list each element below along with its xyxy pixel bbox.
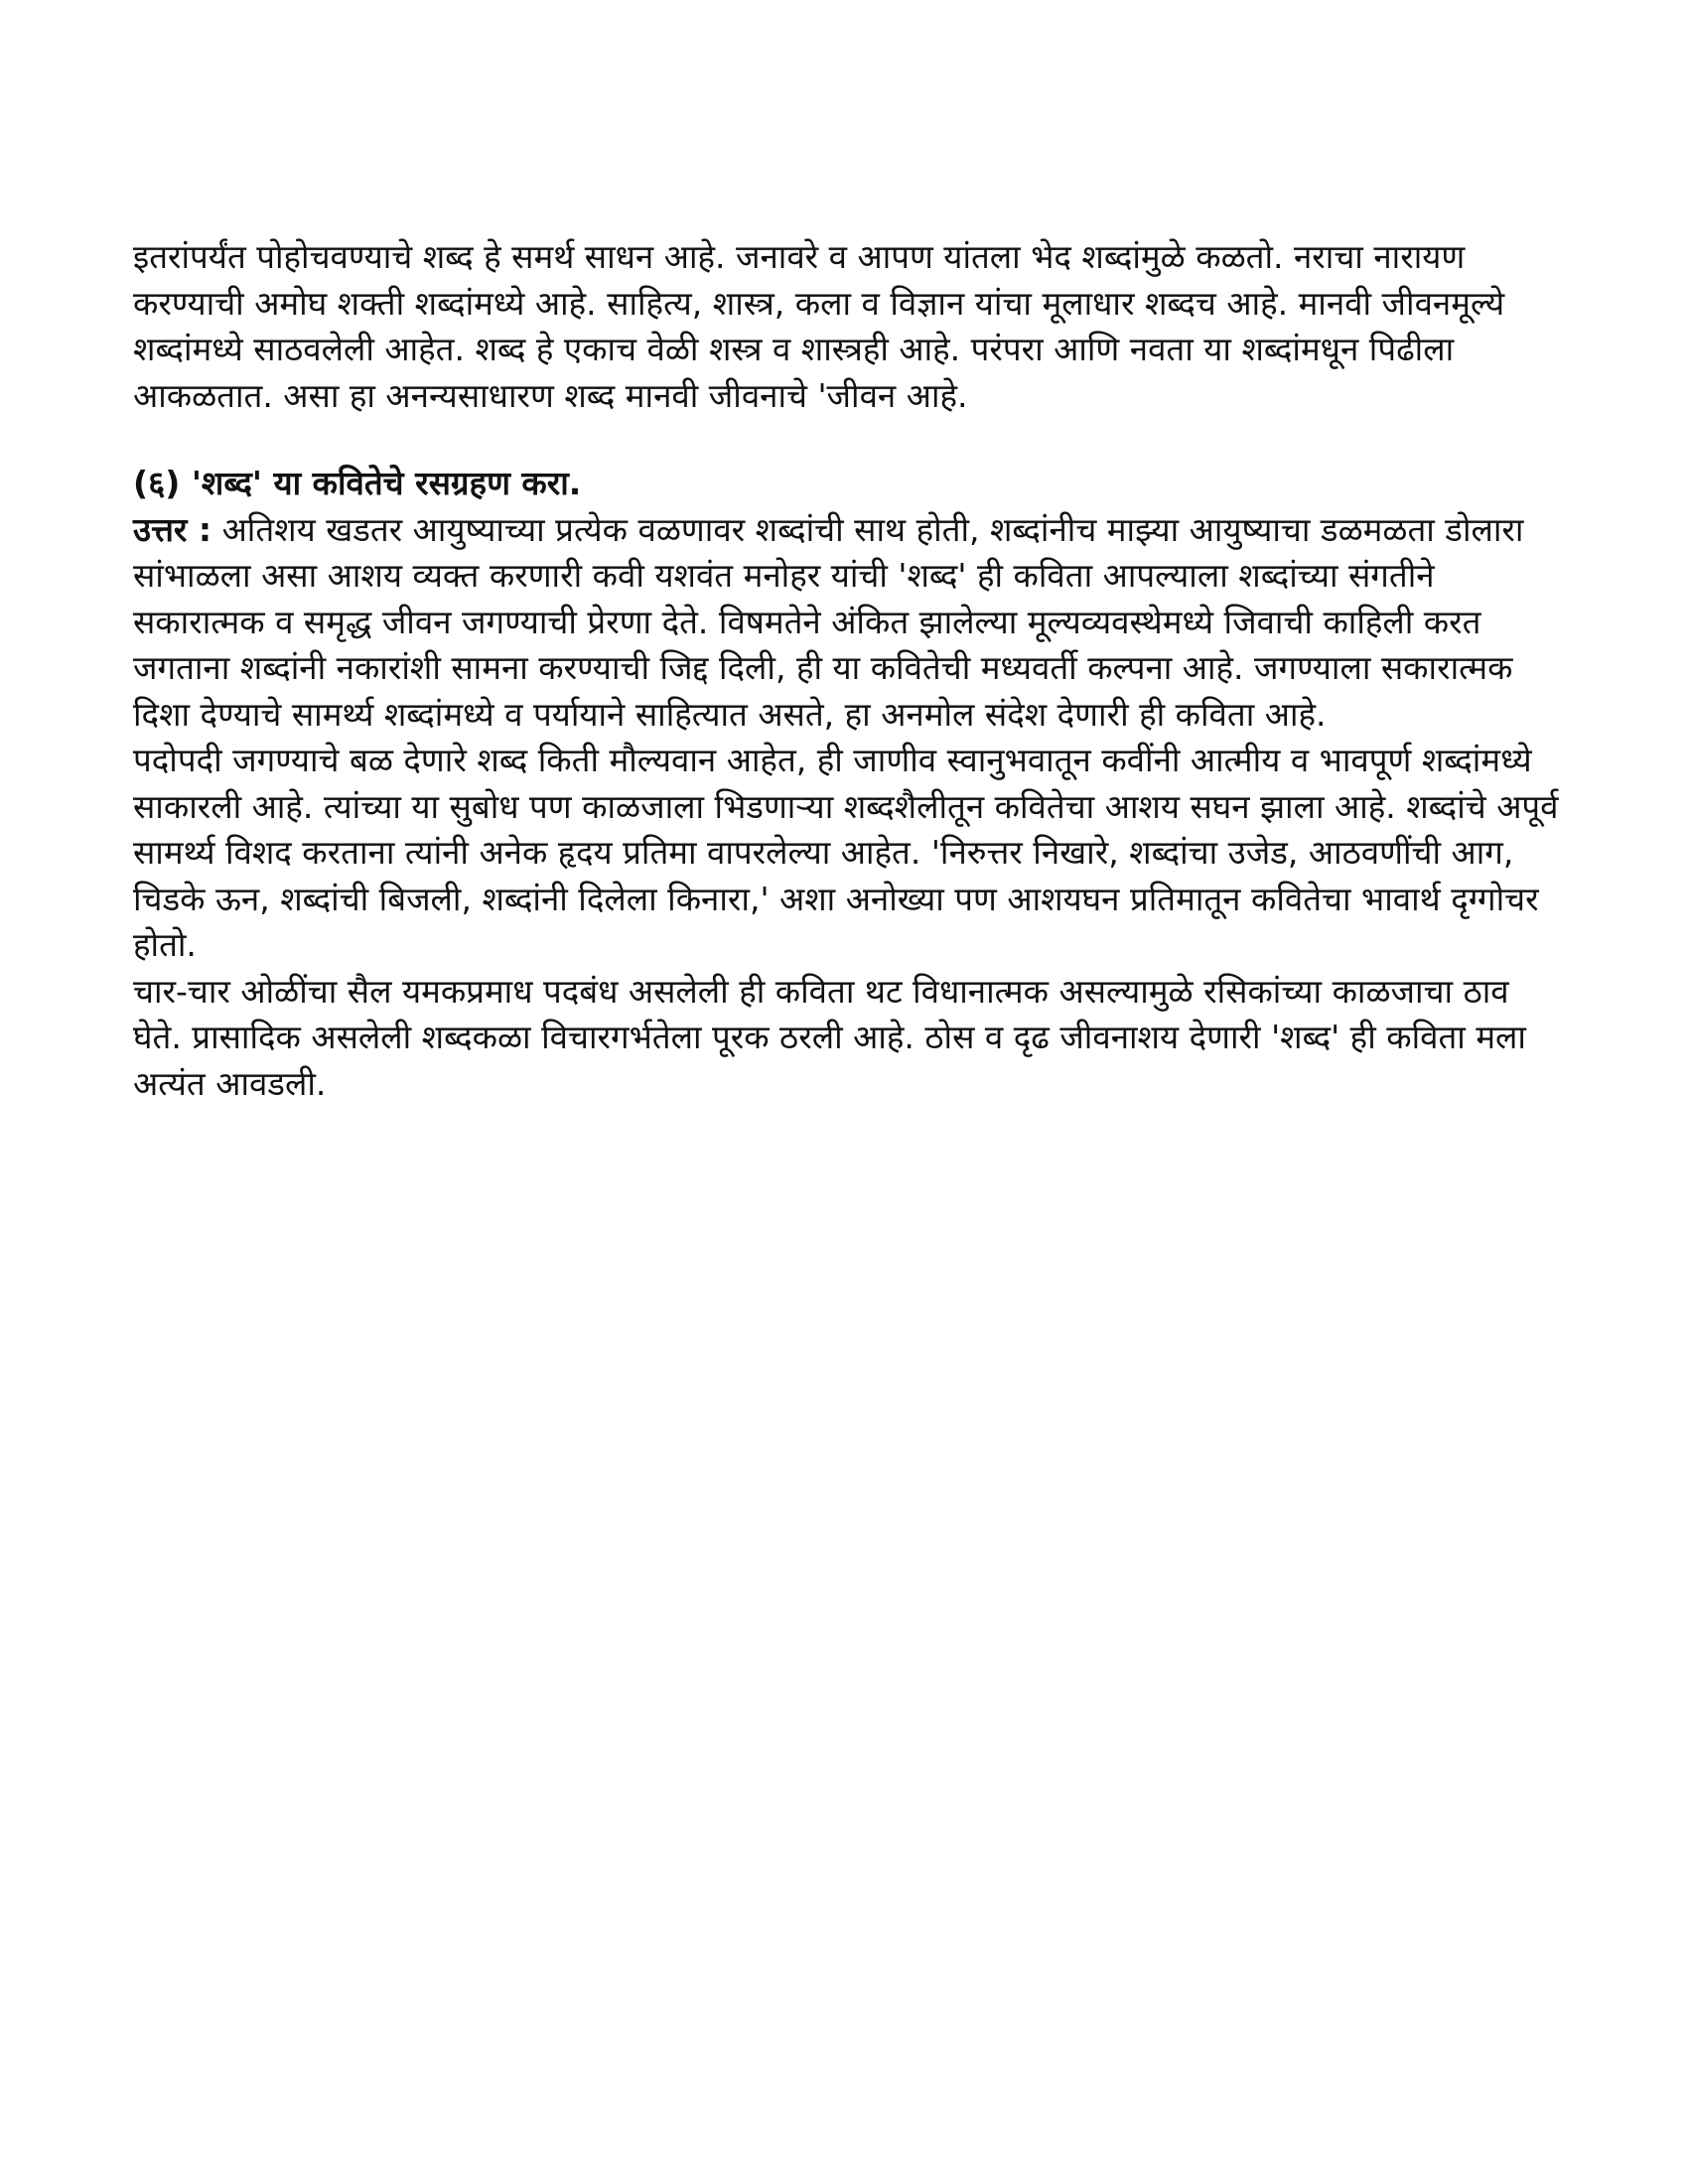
question-heading: (६) 'शब्द' या कवितेचे रसग्रहण करा. — [133, 464, 582, 502]
answer-paragraph-1 — [133, 507, 1563, 739]
answer-paragraph-1-text: अतिशय खडतर आयुष्याच्या प्रत्येक वळणावर शब्दांची साथ होती, शब्दांनीच माझ्या आयुष्याचा डळमळता डोलारा सांभाळला असा आशय व्यक्त करणारी कवी यशवंत मनोहर यांची 'शब्द' ही कविता आपल्याला शब्दांच्या संगतीने सकारात्मक व समृद्ध जीवन जगण्याची प्रेरणा देते. विषमतेने अंकित झालेल्या मूल्यव्यवस्थेमध्ये जिवाची काहिली करत जगताना शब्दांनी नकारांशी सामना करण्याची जिद्द दिली, ही या कवितेची मध्यवर्ती कल्पना आहे. जगण्याला सकारात्मक दिशा देण्याचे सामर्थ्य शब्दांमध्ये व पर्यायाने साहित्यात असते, हा अनमोल संदेश देणारी ही कविता आहे. — [133, 509, 1524, 734]
intro-paragraph: इतरांपर्यंत पोहोचवण्याचे शब्द हे समर्थ साधन आहे. जनावरे व आपण यांतला भेद शब्दांमुळे कळतो. नराचा नारायण करण्याची अमोघ शक्ती शब्दांमध्ये आहे. साहित्य, शास्त्र, कला व विज्ञान यांचा मूलाधार शब्दच आहे. मानवी जीवनमूल्ये शब्दांमध्ये साठवलेली आहेत. शब्द हे एकाच वेळी शस्त्र व शास्त्रही आहे. परंपरा आणि नवता या शब्दांमधून पिढीला आकळतात. असा हा अनन्यसाधारण शब्द मानवी जीवनाचे 'जीवन आहे. — [133, 237, 1505, 415]
answer-paragraph-2: पदोपदी जगण्याचे बळ देणारे शब्द किती मौल्यवान आहेत, ही जाणीव स्वानुभवातून कवींनी आत्मीय व भावपूर्ण शब्दांमध्ये साकारली आहे. त्यांच्या या सुबोध पण काळजाला भिडणाऱ्या शब्दशैलीतून कवितेचा आशय सघन झाला आहे. शब्दांचे अपूर्व सामर्थ्य विशद करताना त्यांनी अनेक हृदय प्रतिमा वापरलेल्या आहेत. 'निरुत्तर निखारे, शब्दांचा उजेड, आठवणींची आग, चिडके ऊन, शब्दांची बिजली, शब्दांनी दिलेला किनारा,' अशा अनोख्या पण आशयघन प्रतिमातून कवितेचा भावार्थ दृग्गोचर होतो. — [133, 741, 1559, 964]
answer-label: उत्तर : — [133, 509, 212, 549]
answer-paragraph-3: चार-चार ओळींचा सैल यमकप्रमाध पदबंध असलेली ही कविता थट विधानात्मक असल्यामुळे रसिकांच्या काळजाचा ठाव घेते. प्रासादिक असलेली शब्दकळा विचारगर्भतेला पूरक ठरली आहे. ठोस व दृढ जीवनाशय देणारी 'शब्द' ही कविता मला अत्यंत आवडली. — [133, 971, 1526, 1103]
document-page — [133, 234, 1563, 1107]
